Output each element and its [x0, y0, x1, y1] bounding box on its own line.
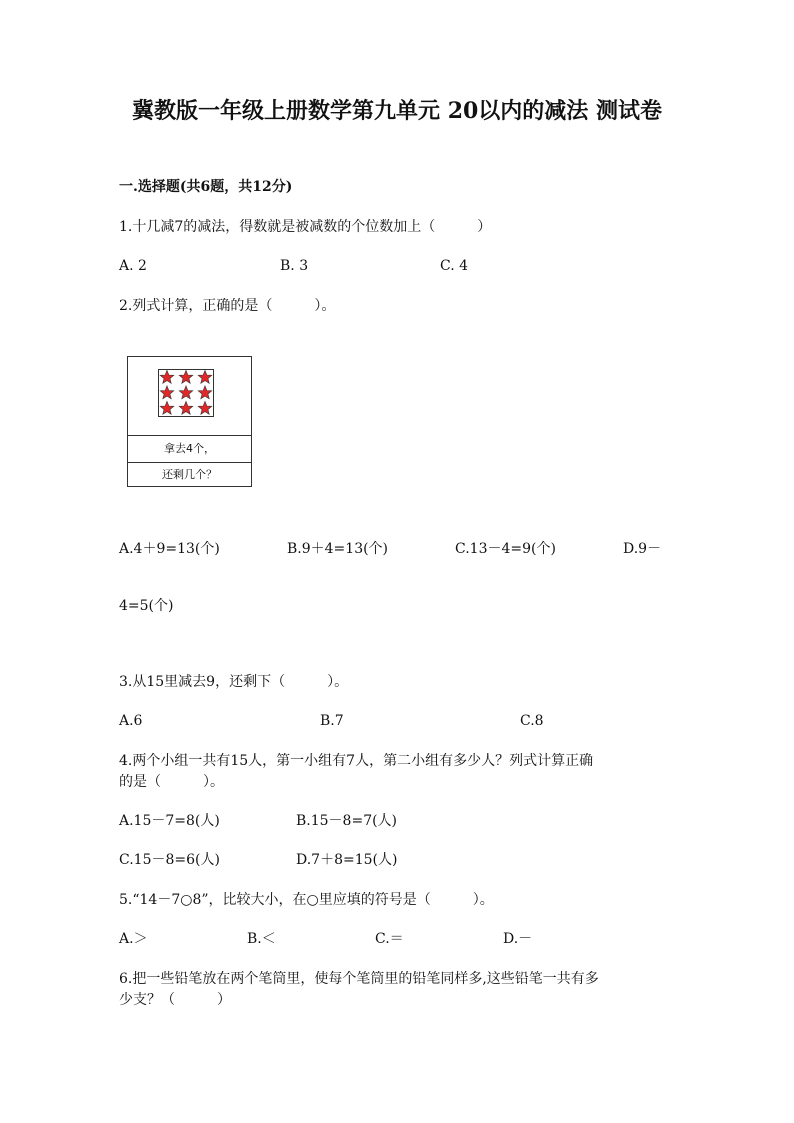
q5-option-a[interactable]: A.＞ [119, 931, 148, 947]
question-3: 3.从15里减去9，还剩下（ ）。 [119, 674, 349, 690]
q3-option-a[interactable]: A.6 [119, 713, 143, 729]
q2-option-d[interactable]: D.9－ [623, 541, 662, 557]
question-4-line-2: 的是（ ）。 [119, 774, 224, 790]
q4-option-b[interactable]: B.15－8=7(人) [296, 813, 398, 829]
figure-text-line-1: 拿去4个， [128, 436, 251, 463]
q4-option-a[interactable]: A.15－7=8(人) [119, 813, 220, 829]
q1-option-b[interactable]: B. 3 [280, 258, 309, 274]
page-title: 冀教版一年级上册数学第九单元 20以内的减法 测试卷 [132, 98, 662, 124]
figure-text-line-2: 还剩几个？ [162, 468, 217, 481]
question-2: 2.列式计算，正确的是（ ）。 [119, 298, 336, 314]
star-icon [179, 401, 193, 414]
question-4-line-1: 4.两个小组一共有15人，第一小组有7人，第二小组有多少人？列式计算正确 [119, 753, 594, 769]
q2-option-c[interactable]: C.13－4=9(个) [455, 541, 556, 557]
question-5: 5.“14－7○8”，比较大小，在○里应填的符号是（ ）。 [119, 892, 494, 908]
star-icon [179, 386, 193, 399]
q2-option-a[interactable]: A.4＋9=13(个) [119, 541, 220, 557]
star-icon [198, 370, 212, 383]
q4-option-c[interactable]: C.15－8=6(人) [119, 852, 220, 868]
star-icon [198, 401, 212, 414]
star-picture [128, 357, 251, 436]
star-icon [160, 386, 174, 399]
star-icon [198, 386, 212, 399]
question-6-line-2: 少支？（ ） [119, 992, 231, 1008]
star-icon [179, 370, 193, 383]
q2-option-d-continued: 4=5(个) [119, 598, 174, 614]
stars-grid [158, 369, 214, 417]
star-icon [160, 401, 174, 414]
q5-option-d[interactable]: D.－ [503, 931, 533, 947]
q4-option-d[interactable]: D.7＋8=15(人) [296, 852, 398, 868]
q2-figure [127, 356, 252, 487]
q1-option-c[interactable]: C. 4 [440, 258, 469, 274]
question-1: 1.十几减7的减法，得数就是被减数的个位数加上（ ） [119, 219, 492, 235]
q3-option-b[interactable]: B.7 [320, 713, 344, 729]
section-heading: 一.选择题(共6题，共12分) [119, 179, 293, 195]
star-icon [160, 370, 174, 383]
q2-option-b[interactable]: B.9＋4=13(个) [287, 541, 389, 557]
q1-option-a[interactable]: A. 2 [119, 258, 147, 274]
q5-option-b[interactable]: B.＜ [247, 931, 276, 947]
q3-option-c[interactable]: C.8 [520, 713, 544, 729]
q5-option-c[interactable]: C.＝ [375, 931, 404, 947]
question-6-line-1: 6.把一些铅笔放在两个笔筒里，使每个笔筒里的铅笔同样多,这些铅笔一共有多 [119, 971, 599, 987]
